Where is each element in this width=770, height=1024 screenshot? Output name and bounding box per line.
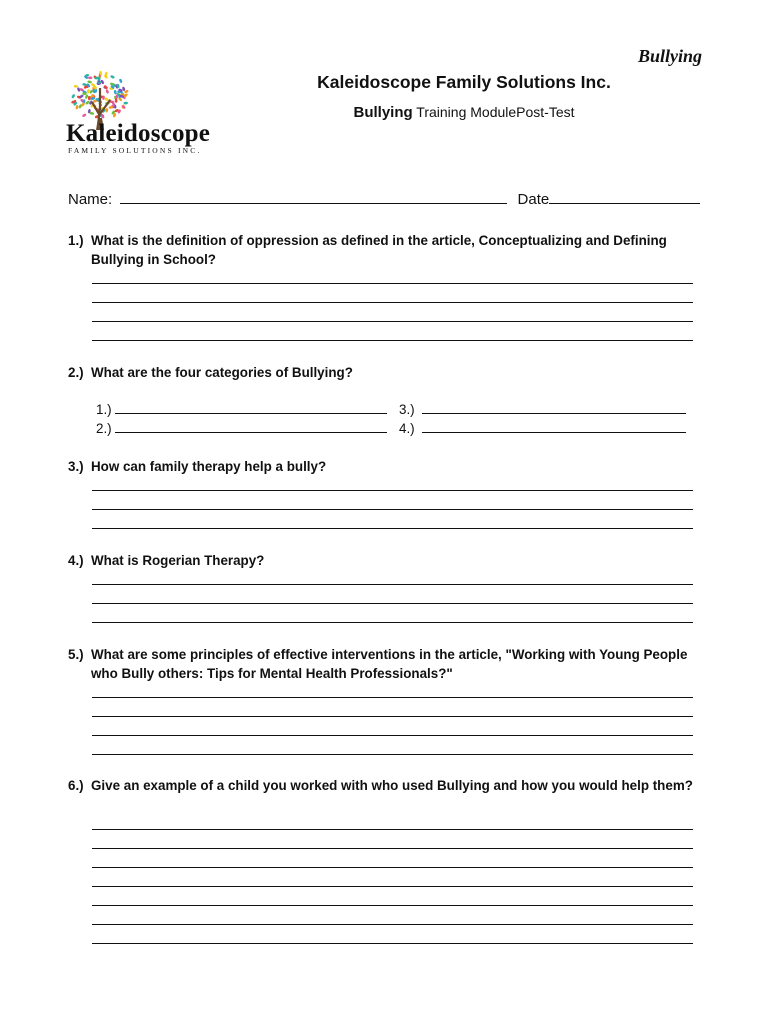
answer-line[interactable] — [92, 509, 693, 510]
question-number: 6.) — [68, 778, 84, 793]
answer-line[interactable] — [92, 924, 693, 925]
name-field[interactable] — [120, 189, 507, 204]
category-field[interactable] — [115, 401, 387, 414]
category-item-1 — [96, 401, 387, 417]
question-3 — [68, 457, 708, 476]
logo-wordmark: Kaleidoscope — [66, 120, 211, 147]
question-5 — [68, 645, 708, 683]
answer-line[interactable] — [92, 622, 693, 623]
question-2 — [68, 363, 708, 382]
organization-title: Kaleidoscope Family Solutions Inc. — [317, 72, 611, 92]
answer-line[interactable] — [92, 905, 693, 906]
question-number: 2.) — [68, 365, 84, 380]
category-field[interactable] — [422, 401, 686, 414]
answer-line[interactable] — [92, 340, 693, 341]
question-text: Give an example of a child you worked with who used Bullying and how you would help them? — [91, 778, 693, 793]
question-number: 3.) — [68, 459, 84, 474]
question-number: 5.) — [68, 647, 84, 662]
logo-subtitle: FAMILY SOLUTIONS INC. — [68, 146, 202, 155]
answer-line[interactable] — [92, 490, 693, 491]
answer-line[interactable] — [92, 697, 693, 698]
question-text: What is the definition of oppression as defined in the article, Conceptualizing and Defining Bullying in School? — [91, 233, 667, 267]
leaf-dot — [71, 94, 76, 99]
question-6 — [68, 776, 708, 795]
answer-line[interactable] — [92, 321, 693, 322]
answer-line[interactable] — [92, 528, 693, 529]
question-4 — [68, 551, 708, 570]
category-number: 1.) — [96, 402, 112, 417]
question-number: 1.) — [68, 233, 84, 248]
date-field[interactable] — [549, 189, 700, 204]
category-field[interactable] — [115, 420, 387, 433]
running-title: Bullying — [637, 46, 702, 66]
answer-line[interactable] — [92, 867, 693, 868]
category-number: 3.) — [399, 402, 415, 417]
answer-line[interactable] — [92, 943, 693, 944]
question-text: What is Rogerian Therapy? — [91, 553, 265, 568]
question-1 — [68, 231, 708, 269]
name-date-row — [68, 189, 700, 208]
question-number: 4.) — [68, 553, 84, 568]
category-item-2 — [96, 420, 387, 436]
answer-line[interactable] — [92, 603, 693, 604]
module-subtitle — [0, 104, 770, 121]
answer-line[interactable] — [92, 886, 693, 887]
date-label: Date — [517, 191, 550, 208]
answer-line[interactable] — [92, 848, 693, 849]
question-text: What are some principles of effective interventions in the article, "Working with Young People who Bully others: Tips for Mental Health Professionals?" — [91, 647, 688, 681]
answer-line[interactable] — [92, 754, 693, 755]
answer-line[interactable] — [92, 716, 693, 717]
category-field[interactable] — [422, 420, 686, 433]
question-text: What are the four categories of Bullying? — [91, 365, 353, 380]
subtitle-topic: Bullying — [353, 104, 413, 121]
answer-line[interactable] — [92, 584, 693, 585]
category-number: 4.) — [399, 421, 415, 436]
answer-line[interactable] — [92, 829, 693, 830]
category-item-4 — [399, 420, 686, 436]
question-text: How can family therapy help a bully? — [91, 459, 327, 474]
name-label: Name: — [68, 191, 113, 208]
answer-line[interactable] — [92, 302, 693, 303]
answer-line[interactable] — [92, 735, 693, 736]
subtitle-rest: Training ModulePost-Test — [412, 104, 575, 120]
category-item-3 — [399, 401, 686, 417]
answer-line[interactable] — [92, 283, 693, 284]
category-number: 2.) — [96, 421, 112, 436]
